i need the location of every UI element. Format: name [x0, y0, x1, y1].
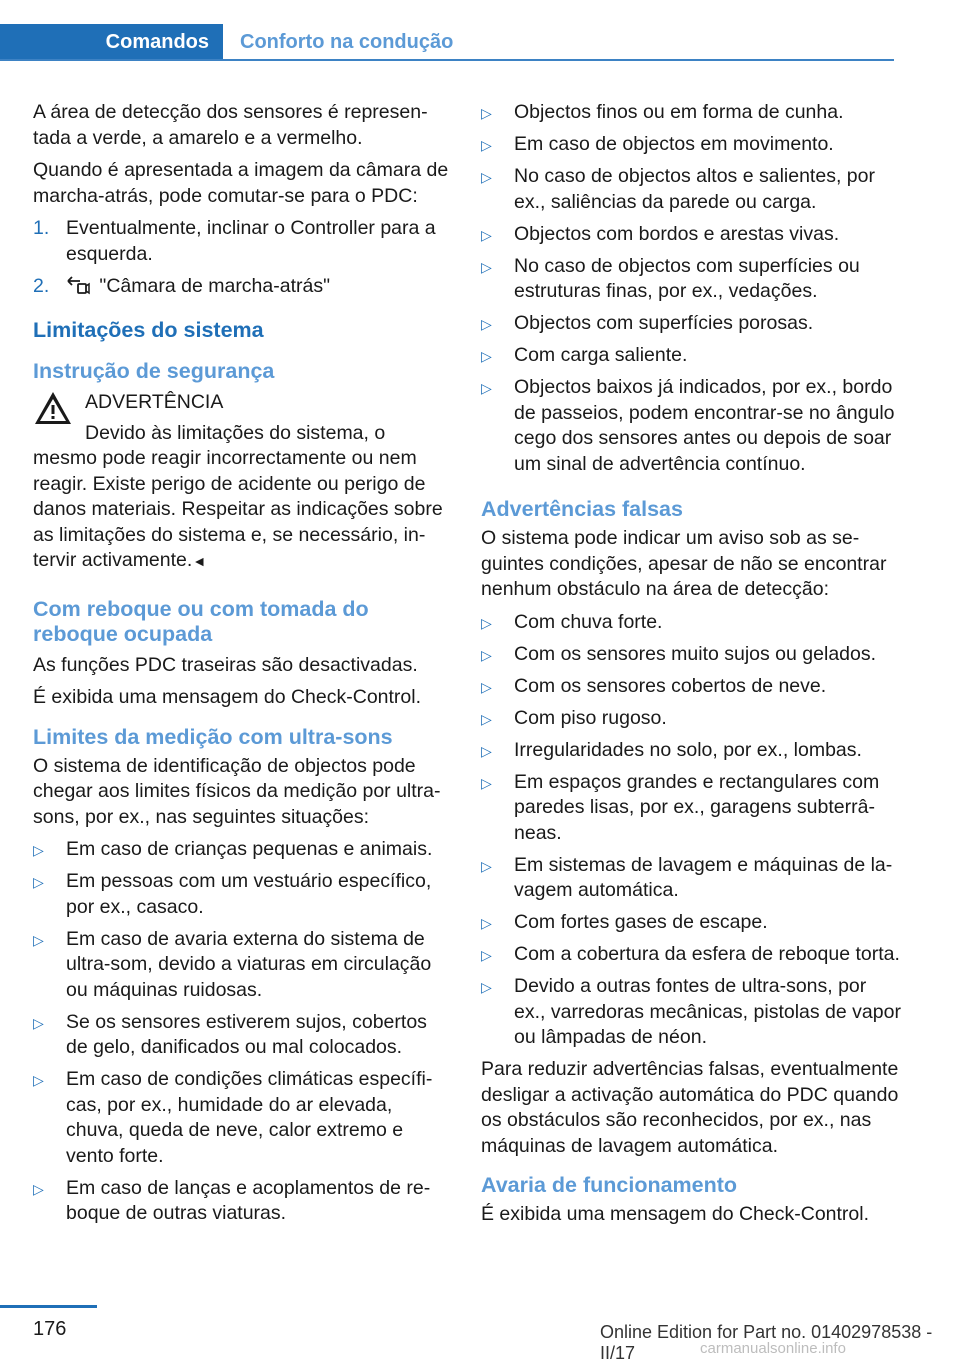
list-item-text: Se os sensores estiverem sujos, cobertos de gelo, danificados ou mal colocados.	[66, 1010, 427, 1058]
heading-limitacoes: Limitações do sistema	[33, 318, 264, 342]
list-item-text: Com piso rugoso.	[514, 706, 667, 729]
list-item	[481, 910, 901, 936]
paragraph-sensor-area: A área de detecção dos sensores é representada a verde, a amarelo e a vermelho.	[33, 101, 428, 149]
list-item-text: No caso de objectos com superfícies ou estruturas finas, por ex., vedações.	[514, 254, 860, 302]
list-item	[481, 738, 901, 764]
bullet-marker: ▷	[33, 842, 44, 858]
list-item-text: Em caso de condições climáticas específicas, por ex., humidade do ar elevada, chuva, queda de neve, calor extremo e vento forte.	[66, 1068, 433, 1167]
watermark: carmanualsonline.info	[700, 1340, 846, 1357]
warning-text	[33, 446, 451, 575]
steps-list	[33, 216, 451, 302]
bullet-marker: ▷	[481, 137, 492, 153]
warning-triangle-icon	[33, 390, 73, 426]
list-item	[33, 216, 451, 267]
bullet-marker: ▷	[33, 874, 44, 890]
bullet-marker: ▷	[481, 380, 492, 396]
heading-avaria: Avaria de funcionamento	[481, 1173, 738, 1197]
list-item-text: Com carga saliente.	[514, 344, 688, 366]
bullet-marker: ▷	[481, 169, 492, 185]
bullet-marker: ▷	[481, 947, 492, 963]
bullet-marker: ▷	[33, 931, 44, 948]
warning-block	[33, 390, 451, 575]
warning-title: ADVERTÊNCIA	[85, 391, 224, 413]
heading-reboque: Com reboque ou com tomada do reboque ocupada	[33, 596, 369, 646]
warning-text-body: mesmo pode reagir incorrectamente ou nem reagir. Existe perigo de acidente ou perigo de danos materiais. Respeitar as indicações sobre as limitações do sistema e, se necessário, intervir activamente.	[33, 447, 443, 571]
paragraph-reduzir: Para reduzir advertências falsas, eventualmente desligar a activação automática do PDC quando os obstáculos são reconhecidos, por ex., nas máquinas de lavagem automática.	[481, 1058, 899, 1157]
footer-divider	[0, 1305, 97, 1308]
list-item	[481, 343, 901, 369]
step-text: "Câmara de marcha-atrás"	[99, 274, 331, 297]
paragraph-falsas: O sistema pode indicar um aviso sob as seguintes condições, apesar de não se encontrar nenhum obstáculo na área de detecção:	[481, 527, 887, 600]
list-item	[481, 674, 901, 700]
paragraph-reboque-2: É exibida uma mensagem do Check-Control.	[33, 686, 422, 708]
heading-limites-ultrassons: Limites da medição com ultra-sons	[33, 724, 393, 749]
list-item	[481, 942, 901, 968]
bullet-marker: ▷	[481, 646, 492, 663]
list-item	[481, 254, 901, 305]
limites-list	[33, 837, 451, 1227]
bullet-marker: ▷	[33, 1180, 44, 1197]
list-item-text: Irregularidades no solo, por ex., lombas.	[514, 738, 862, 761]
bullet-marker: ▷	[481, 742, 492, 759]
list-item	[33, 1067, 451, 1169]
bullet-marker: ▷	[481, 857, 492, 874]
list-item-text: Objectos baixos já indicados, por ex., bordo de passeios, podem encontrar-se no ângulo cego dos sensores antes ou depois de soar um sinal de advertência contínuo.	[514, 376, 895, 475]
bullet-marker: ▷	[481, 258, 492, 275]
list-item-text: No caso de objectos altos e salientes, por ex., saliências da parede ou carga.	[514, 165, 875, 213]
step-text: Eventualmente, inclinar o Controller para a esquerda.	[66, 217, 436, 265]
bullet-marker: ▷	[481, 316, 492, 332]
bullet-marker: ▷	[33, 1072, 44, 1088]
list-item	[481, 706, 901, 732]
paragraph-reboque-1: As funções PDC traseiras são desactivadas.	[33, 653, 418, 676]
bullet-marker: ▷	[481, 710, 492, 727]
list-item	[481, 100, 901, 126]
tab-comandos[interactable]: Comandos	[0, 24, 223, 61]
paragraph-camera-switch: Quando é apresentada a imagem da câmara de marcha-atrás, pode comutar-se para o PDC:	[33, 159, 449, 207]
step-number: 1.	[33, 217, 50, 239]
header-divider	[0, 59, 894, 61]
list-item-text: Objectos finos ou em forma de cunha.	[514, 101, 844, 123]
page-header	[0, 0, 960, 62]
list-item	[481, 770, 901, 847]
list-item	[33, 869, 451, 920]
list-item-text: Devido a outras fontes de ultra-sons, por ex., varredoras mecânicas, pistolas de vapor ou lâmpadas de néon.	[514, 975, 901, 1048]
bullet-marker: ▷	[481, 614, 492, 631]
list-item	[481, 164, 901, 215]
list-item	[481, 132, 901, 158]
bullet-marker: ▷	[481, 915, 492, 931]
list-item-text: Em pessoas com um vestuário específico, por ex., casaco.	[66, 870, 432, 918]
right-column	[481, 100, 901, 1235]
list-item	[33, 837, 451, 863]
list-item	[481, 375, 901, 477]
list-item	[481, 610, 901, 636]
bullet-marker: ▷	[481, 105, 492, 121]
list-item	[481, 642, 901, 668]
list-item	[481, 974, 901, 1051]
list-item-text: Objectos com superfícies porosas.	[514, 312, 814, 334]
paragraph-limites: O sistema de identificação de objectos pode chegar aos limites físicos da medição por ultra-sons, por ex., nas seguintes situações:	[33, 754, 441, 828]
bullet-marker: ▷	[481, 774, 492, 791]
list-item-text: Em caso de lanças e acoplamentos de reboque de outras viaturas.	[66, 1176, 431, 1224]
heading-advertencias-falsas: Advertências falsas	[481, 497, 683, 521]
list-item-text: Com os sensores muito sujos ou gelados.	[514, 642, 877, 665]
bullet-marker: ▷	[481, 226, 492, 243]
list-item	[481, 311, 901, 337]
list-item-text: Com os sensores cobertos de neve.	[514, 674, 827, 697]
list-item-text: Em espaços grandes e rectangulares com paredes lisas, por ex., garagens subterrâneas.	[514, 770, 880, 844]
bullet-marker: ▷	[33, 1014, 44, 1031]
left-column	[33, 100, 451, 1233]
tab-conforto-na-conducao[interactable]: Conforto na condução	[240, 31, 454, 53]
warning-text-first-line: Devido às limitações do sistema, o	[85, 421, 386, 444]
step-number: 2.	[33, 274, 50, 297]
list-item-text: Em caso de avaria externa do sistema de ultra-som, devido a viaturas em circulação ou máquinas ruidosas.	[66, 927, 432, 1001]
edition-note: Online Edition for Part no. 01402978538 - II/17	[600, 1322, 933, 1363]
list-item-text: Em sistemas de lavagem e máquinas de lavagem automática.	[514, 853, 893, 901]
bullet-marker: ▷	[481, 979, 492, 995]
limites-list-continued	[481, 100, 901, 477]
list-item-text: Objectos com bordos e arestas vivas.	[514, 222, 840, 245]
list-item	[33, 274, 451, 303]
list-item	[33, 927, 451, 1004]
paragraph-avaria: É exibida uma mensagem do Check-Control.	[481, 1203, 870, 1225]
list-item-text: Com a cobertura da esfera de reboque torta.	[514, 943, 900, 965]
bullet-marker: ▷	[481, 348, 492, 364]
page-number: 176	[33, 1318, 67, 1340]
list-item	[481, 222, 901, 248]
rear-camera-icon	[66, 275, 94, 303]
list-item	[33, 1010, 451, 1061]
list-item-text: Com chuva forte.	[514, 610, 663, 633]
falsas-list	[481, 610, 901, 1051]
list-item-text: Em caso de crianças pequenas e animais.	[66, 838, 433, 860]
list-item-text: Em caso de objectos em movimento.	[514, 133, 834, 155]
bullet-marker: ▷	[481, 678, 492, 695]
list-item	[33, 1176, 451, 1227]
end-mark: ◄	[192, 553, 207, 569]
list-item	[481, 853, 901, 904]
list-item-text: Com fortes gases de escape.	[514, 911, 768, 933]
heading-instrucao-seguranca: Instrução de segurança	[33, 359, 275, 383]
